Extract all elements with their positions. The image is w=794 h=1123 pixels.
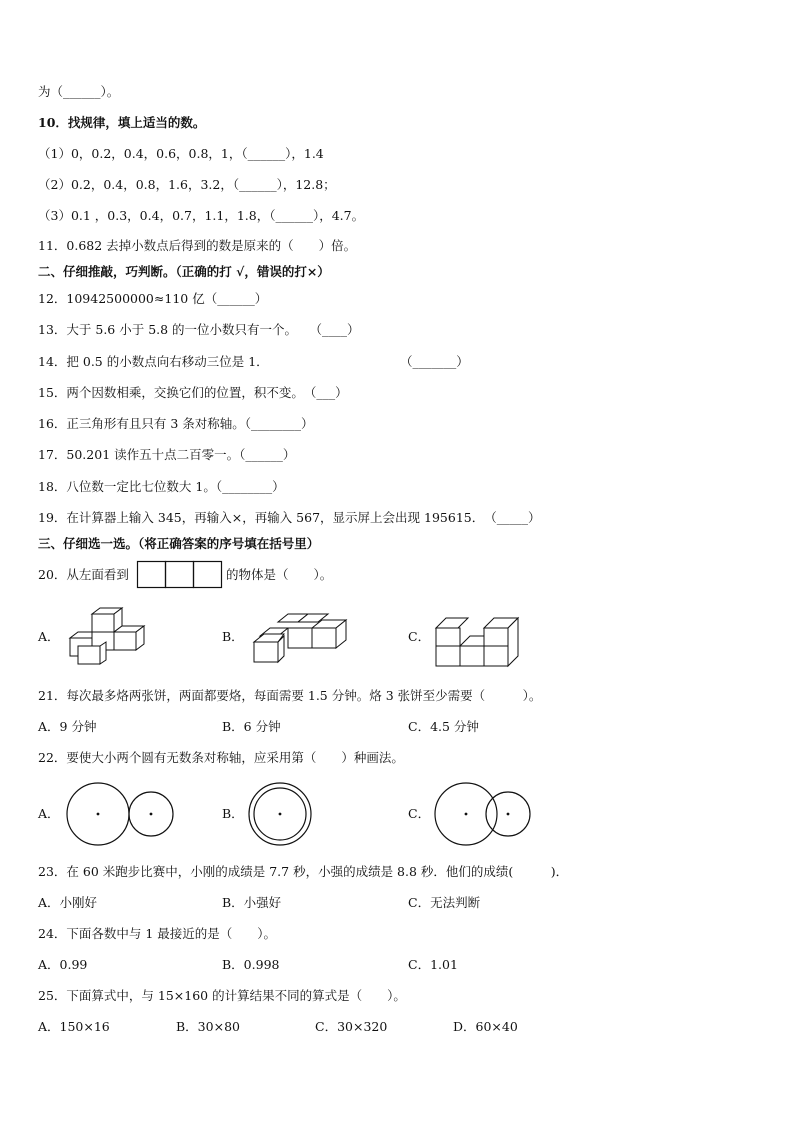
q14-answer-paren: （_______） [400,354,469,369]
q15-stem: 15．两个因数相乘，交换它们的位置，积不变。 （___） [38,385,348,400]
q16-stem: 16．正三角形有且只有 3 条对称轴。（________） [38,416,314,431]
q10-part3: （3）0.1 ，0.3，0.4，0.7，1.1，1.8，（______），4.7。 [38,208,365,223]
q17-stem: 17．50.201 读作五十点二百零一。（______） [38,447,296,462]
q22-option-c-overlapping-circles-figure [434,782,534,848]
q25-option-d: D．60×40 [453,1019,518,1034]
q22-option-a-circles-figure [66,782,178,848]
q22-option-c-label: C． [408,806,431,821]
q25-option-c: C．30×320 [315,1019,388,1034]
q10-part2: （2）0.2，0.4，0.8，1.6，3.2，（______），12.8； [38,177,336,192]
q9-tail: 为（______）。 [38,84,120,99]
left-view-three-squares-figure [137,561,223,589]
q21-option-b: B．6 分钟 [222,719,281,734]
q12-stem: 12．10942500000≈110 亿（______） [38,291,268,306]
q21-stem: 21．每次最多烙两张饼，两面都要烙，每面需要 1.5 分钟。烙 3 张饼至少需要（ ）。 [38,688,542,703]
q10-stem: 10．找规律，填上适当的数。 [38,115,206,130]
q25-option-a: A．150×16 [38,1019,110,1034]
section-3-heading: 三、仔细选一选。（将正确答案的序号填在括号里） [38,536,320,551]
q21-option-a: A．9 分钟 [38,719,97,734]
q20-option-a-cube-figure [64,606,146,668]
q20-option-c-label: C． [408,629,431,644]
q24-option-a: A．0.99 [38,957,88,972]
q19-stem: 19．在计算器上输入 345，再输入×，再输入 567，显示屏上会出现 195615． （_____） [38,510,541,525]
q22-stem: 22．要使大小两个圆有无数条对称轴，应采用第（ ）种画法。 [38,750,404,765]
q24-option-c: C．1.01 [408,957,458,972]
q24-option-b: B．0.998 [222,957,280,972]
q13-stem: 13．大于 5.6 小于 5.8 的一位小数只有一个。 （____） [38,322,360,337]
q18-stem: 18．八位数一定比七位数大 1。（________） [38,479,285,494]
q23-option-b: B．小强好 [222,895,282,910]
q20-stem-suffix: 的物体是（ ）。 [226,567,333,582]
q25-stem: 25．下面算式中，与 15×160 的计算结果不同的算式是（ ）。 [38,988,406,1003]
section-2-heading: 二、仔细推敲，巧判断。（正确的打 √，错误的打×） [38,264,330,279]
q11-stem: 11．0.682 去掉小数点后得到的数是原来的（ ）倍。 [38,238,357,253]
q20-option-b-cube-figure [250,612,350,664]
q25-option-b: B．30×80 [176,1019,240,1034]
q20-option-b-label: B． [222,629,244,644]
q21-option-c: C．4.5 分钟 [408,719,479,734]
q23-option-a: A．小刚好 [38,895,98,910]
q22-option-b-concentric-circles-figure [248,782,314,848]
q20-option-a-label: A． [38,629,60,644]
q23-stem: 23．在 60 米跑步比赛中，小刚的成绩是 7.7 秒，小强的成绩是 8.8 秒．他们的成绩( )． [38,864,569,879]
q22-option-a-label: A． [38,806,60,821]
q22-option-b-label: B． [222,806,244,821]
q20-option-c-cube-figure [434,614,526,668]
q20-stem-prefix: 20．从左面看到 [38,567,129,582]
q24-stem: 24．下面各数中与 1 最接近的是（ ）。 [38,926,277,941]
q14-stem: 14．把 0.5 的小数点向右移动三位是 1． [38,354,269,369]
q23-option-c: C．无法判断 [408,895,481,910]
q10-part1: （1）0，0.2，0.4，0.6，0.8，1，（______），1.4 [38,146,324,161]
